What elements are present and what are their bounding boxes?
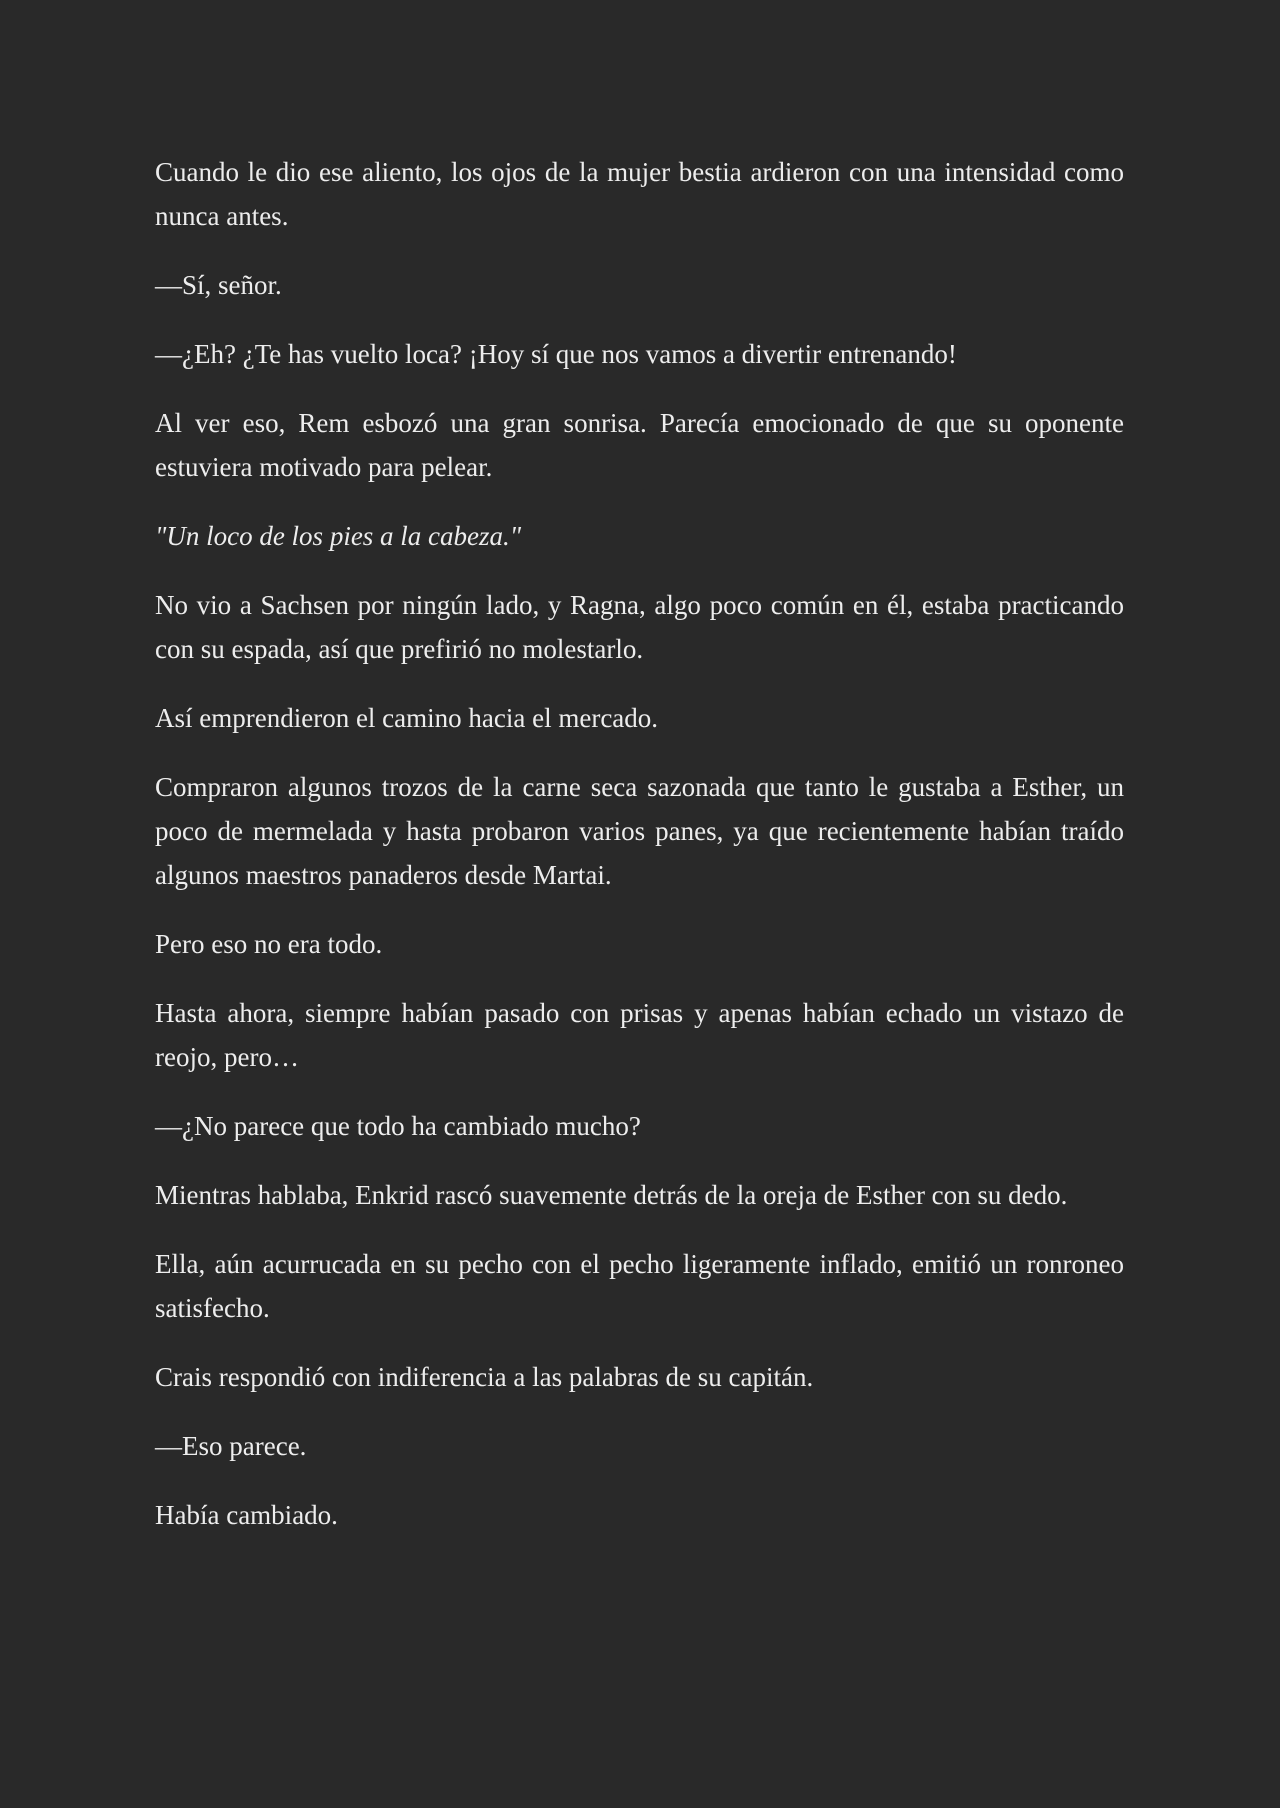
paragraph: Ella, aún acurrucada en su pecho con el pecho ligeramente inflado, emitió un ronroneo satisfecho. xyxy=(155,1249,1124,1323)
paragraph: No vio a Sachsen por ningún lado, y Ragna, algo poco común en él, estaba practicando con su espada, así que prefirió no molestarlo. xyxy=(155,590,1124,664)
dialogue-line: —¿No parece que todo ha cambiado mucho? xyxy=(155,1111,641,1141)
paragraph: Crais respondió con indiferencia a las palabras de su capitán. xyxy=(155,1362,814,1392)
paragraph: Hasta ahora, siempre habían pasado con prisas y apenas habían echado un vistazo de reojo, pero… xyxy=(155,998,1124,1072)
reader-page xyxy=(155,150,1124,1562)
paragraph: Cuando le dio ese aliento, los ojos de la mujer bestia ardieron con una intensidad como nunca antes. xyxy=(155,157,1124,231)
italic-thought: "Un loco de los pies a la cabeza." xyxy=(155,521,522,551)
paragraph: Compraron algunos trozos de la carne seca sazonada que tanto le gustaba a Esther, un poco de mermelada y hasta probaron varios panes, ya que recientemente habían traído algunos maestros panaderos desde Martai. xyxy=(155,772,1124,890)
paragraph: Había cambiado. xyxy=(155,1500,338,1530)
dialogue-line: —¿Eh? ¿Te has vuelto loca? ¡Hoy sí que nos vamos a divertir entrenando! xyxy=(155,339,957,369)
paragraph: Mientras hablaba, Enkrid rascó suavemente detrás de la oreja de Esther con su dedo. xyxy=(155,1180,1068,1210)
paragraph: Pero eso no era todo. xyxy=(155,929,383,959)
paragraph: Así emprendieron el camino hacia el mercado. xyxy=(155,703,659,733)
paragraph: Al ver eso, Rem esbozó una gran sonrisa. Parecía emocionado de que su oponente estuviera motivado para pelear. xyxy=(155,408,1124,482)
dialogue-line: —Sí, señor. xyxy=(155,270,282,300)
dialogue-line: —Eso parece. xyxy=(155,1431,307,1461)
